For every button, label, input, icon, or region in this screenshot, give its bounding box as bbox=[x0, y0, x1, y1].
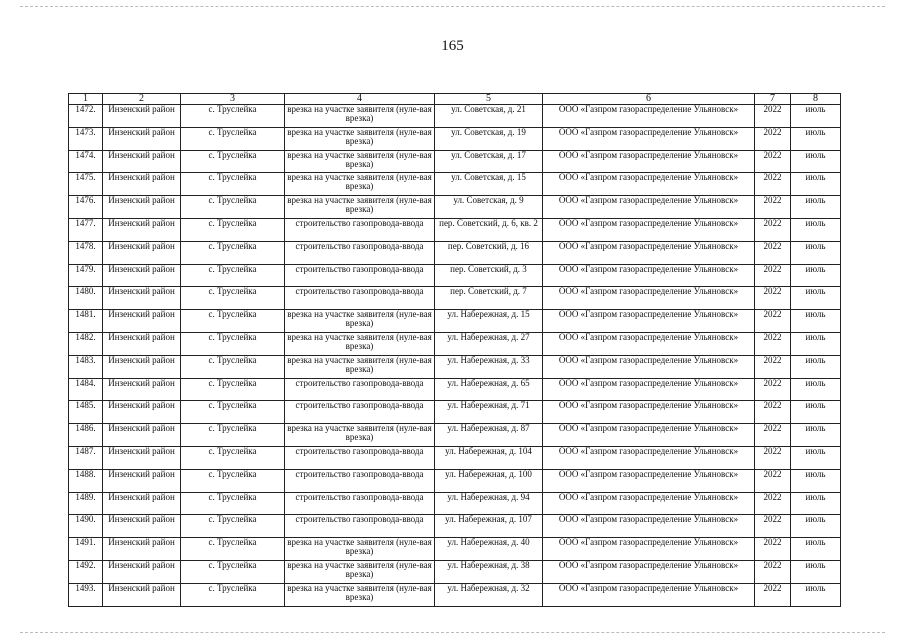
work-type-cell: строительство газопровода-ввода bbox=[285, 469, 435, 492]
work-type-cell: врезка на участке заявителя (нуле-вая врезка) bbox=[285, 424, 435, 447]
year-cell: 2022 bbox=[755, 515, 791, 538]
village-cell: с. Труслейка bbox=[181, 469, 285, 492]
table-row bbox=[69, 310, 841, 333]
village-cell: с. Труслейка bbox=[181, 560, 285, 583]
year-cell: 2022 bbox=[755, 127, 791, 150]
table-row bbox=[69, 401, 841, 424]
address-cell: ул. Советская, д. 15 bbox=[435, 173, 543, 196]
row-number-cell: 1481. bbox=[69, 310, 103, 333]
row-number-cell: 1489. bbox=[69, 492, 103, 515]
organization-cell: ООО «Газпром газораспределение Ульяновск» bbox=[543, 218, 755, 241]
village-cell: с. Труслейка bbox=[181, 332, 285, 355]
village-cell: с. Труслейка bbox=[181, 241, 285, 264]
organization-cell: ООО «Газпром газораспределение Ульяновск» bbox=[543, 515, 755, 538]
row-number-cell: 1490. bbox=[69, 515, 103, 538]
table-row bbox=[69, 583, 841, 606]
row-number-cell: 1483. bbox=[69, 355, 103, 378]
district-cell: Инзенский район bbox=[103, 264, 181, 287]
organization-cell: ООО «Газпром газораспределение Ульяновск» bbox=[543, 378, 755, 401]
month-cell: июль bbox=[791, 105, 841, 128]
organization-cell: ООО «Газпром газораспределение Ульяновск» bbox=[543, 173, 755, 196]
table-row bbox=[69, 492, 841, 515]
organization-cell: ООО «Газпром газораспределение Ульяновск» bbox=[543, 196, 755, 219]
work-type-cell: врезка на участке заявителя (нуле-вая врезка) bbox=[285, 196, 435, 219]
address-cell: ул. Набережная, д. 15 bbox=[435, 310, 543, 333]
col-header-6: 6 bbox=[543, 94, 755, 105]
year-cell: 2022 bbox=[755, 378, 791, 401]
table-row bbox=[69, 150, 841, 173]
organization-cell: ООО «Газпром газораспределение Ульяновск» bbox=[543, 560, 755, 583]
work-type-cell: строительство газопровода-ввода bbox=[285, 241, 435, 264]
year-cell: 2022 bbox=[755, 492, 791, 515]
col-header-7: 7 bbox=[755, 94, 791, 105]
month-cell: июль bbox=[791, 264, 841, 287]
row-number-cell: 1479. bbox=[69, 264, 103, 287]
table-row bbox=[69, 332, 841, 355]
address-cell: ул. Набережная, д. 104 bbox=[435, 446, 543, 469]
district-cell: Инзенский район bbox=[103, 560, 181, 583]
address-cell: ул. Набережная, д. 40 bbox=[435, 538, 543, 561]
col-header-8: 8 bbox=[791, 94, 841, 105]
district-cell: Инзенский район bbox=[103, 515, 181, 538]
row-number-cell: 1475. bbox=[69, 173, 103, 196]
year-cell: 2022 bbox=[755, 560, 791, 583]
gas-connection-table bbox=[68, 93, 841, 607]
table-row bbox=[69, 105, 841, 128]
address-cell: пер. Советский, д. 7 bbox=[435, 287, 543, 310]
row-number-cell: 1478. bbox=[69, 241, 103, 264]
organization-cell: ООО «Газпром газораспределение Ульяновск» bbox=[543, 355, 755, 378]
scan-edge-top bbox=[20, 6, 885, 8]
month-cell: июль bbox=[791, 127, 841, 150]
year-cell: 2022 bbox=[755, 241, 791, 264]
organization-cell: ООО «Газпром газораспределение Ульяновск» bbox=[543, 241, 755, 264]
table-row bbox=[69, 218, 841, 241]
year-cell: 2022 bbox=[755, 401, 791, 424]
row-number-cell: 1482. bbox=[69, 332, 103, 355]
address-cell: ул. Набережная, д. 38 bbox=[435, 560, 543, 583]
village-cell: с. Труслейка bbox=[181, 492, 285, 515]
address-cell: пер. Советский, д. 6, кв. 2 bbox=[435, 218, 543, 241]
month-cell: июль bbox=[791, 173, 841, 196]
district-cell: Инзенский район bbox=[103, 150, 181, 173]
district-cell: Инзенский район bbox=[103, 492, 181, 515]
year-cell: 2022 bbox=[755, 287, 791, 310]
month-cell: июль bbox=[791, 287, 841, 310]
district-cell: Инзенский район bbox=[103, 127, 181, 150]
col-header-4: 4 bbox=[285, 94, 435, 105]
month-cell: июль bbox=[791, 355, 841, 378]
organization-cell: ООО «Газпром газораспределение Ульяновск» bbox=[543, 105, 755, 128]
row-number-cell: 1473. bbox=[69, 127, 103, 150]
work-type-cell: врезка на участке заявителя (нуле-вая врезка) bbox=[285, 583, 435, 606]
organization-cell: ООО «Газпром газораспределение Ульяновск» bbox=[543, 127, 755, 150]
month-cell: июль bbox=[791, 196, 841, 219]
year-cell: 2022 bbox=[755, 264, 791, 287]
month-cell: июль bbox=[791, 150, 841, 173]
district-cell: Инзенский район bbox=[103, 310, 181, 333]
district-cell: Инзенский район bbox=[103, 378, 181, 401]
work-type-cell: врезка на участке заявителя (нуле-вая врезка) bbox=[285, 332, 435, 355]
organization-cell: ООО «Газпром газораспределение Ульяновск» bbox=[543, 264, 755, 287]
year-cell: 2022 bbox=[755, 355, 791, 378]
district-cell: Инзенский район bbox=[103, 241, 181, 264]
district-cell: Инзенский район bbox=[103, 355, 181, 378]
year-cell: 2022 bbox=[755, 446, 791, 469]
month-cell: июль bbox=[791, 424, 841, 447]
month-cell: июль bbox=[791, 218, 841, 241]
village-cell: с. Труслейка bbox=[181, 150, 285, 173]
village-cell: с. Труслейка bbox=[181, 287, 285, 310]
village-cell: с. Труслейка bbox=[181, 446, 285, 469]
table-row bbox=[69, 241, 841, 264]
organization-cell: ООО «Газпром газораспределение Ульяновск» bbox=[543, 401, 755, 424]
village-cell: с. Труслейка bbox=[181, 424, 285, 447]
work-type-cell: врезка на участке заявителя (нуле-вая врезка) bbox=[285, 355, 435, 378]
year-cell: 2022 bbox=[755, 105, 791, 128]
row-number-cell: 1486. bbox=[69, 424, 103, 447]
organization-cell: ООО «Газпром газораспределение Ульяновск» bbox=[543, 492, 755, 515]
month-cell: июль bbox=[791, 538, 841, 561]
village-cell: с. Труслейка bbox=[181, 538, 285, 561]
month-cell: июль bbox=[791, 378, 841, 401]
row-number-cell: 1492. bbox=[69, 560, 103, 583]
table-body bbox=[69, 105, 841, 607]
month-cell: июль bbox=[791, 332, 841, 355]
month-cell: июль bbox=[791, 583, 841, 606]
organization-cell: ООО «Газпром газораспределение Ульяновск» bbox=[543, 150, 755, 173]
address-cell: ул. Набережная, д. 65 bbox=[435, 378, 543, 401]
village-cell: с. Труслейка bbox=[181, 355, 285, 378]
village-cell: с. Труслейка bbox=[181, 105, 285, 128]
month-cell: июль bbox=[791, 469, 841, 492]
work-type-cell: строительство газопровода-ввода bbox=[285, 492, 435, 515]
work-type-cell: врезка на участке заявителя (нуле-вая врезка) bbox=[285, 538, 435, 561]
village-cell: с. Труслейка bbox=[181, 127, 285, 150]
organization-cell: ООО «Газпром газораспределение Ульяновск» bbox=[543, 287, 755, 310]
work-type-cell: строительство газопровода-ввода bbox=[285, 378, 435, 401]
scan-edge-bottom bbox=[20, 632, 885, 634]
table-row bbox=[69, 560, 841, 583]
row-number-cell: 1476. bbox=[69, 196, 103, 219]
address-cell: ул. Набережная, д. 100 bbox=[435, 469, 543, 492]
district-cell: Инзенский район bbox=[103, 287, 181, 310]
year-cell: 2022 bbox=[755, 196, 791, 219]
address-cell: ул. Набережная, д. 94 bbox=[435, 492, 543, 515]
district-cell: Инзенский район bbox=[103, 446, 181, 469]
table-row bbox=[69, 515, 841, 538]
col-header-5: 5 bbox=[435, 94, 543, 105]
address-cell: ул. Набережная, д. 71 bbox=[435, 401, 543, 424]
village-cell: с. Труслейка bbox=[181, 583, 285, 606]
work-type-cell: строительство газопровода-ввода bbox=[285, 401, 435, 424]
table-row bbox=[69, 196, 841, 219]
village-cell: с. Труслейка bbox=[181, 515, 285, 538]
organization-cell: ООО «Газпром газораспределение Ульяновск» bbox=[543, 310, 755, 333]
row-number-cell: 1474. bbox=[69, 150, 103, 173]
table-row bbox=[69, 287, 841, 310]
district-cell: Инзенский район bbox=[103, 196, 181, 219]
month-cell: июль bbox=[791, 492, 841, 515]
district-cell: Инзенский район bbox=[103, 424, 181, 447]
month-cell: июль bbox=[791, 560, 841, 583]
table-row bbox=[69, 469, 841, 492]
year-cell: 2022 bbox=[755, 332, 791, 355]
address-cell: пер. Советский, д. 16 bbox=[435, 241, 543, 264]
village-cell: с. Труслейка bbox=[181, 378, 285, 401]
district-cell: Инзенский район bbox=[103, 218, 181, 241]
work-type-cell: врезка на участке заявителя (нуле-вая врезка) bbox=[285, 173, 435, 196]
address-cell: ул. Набережная, д. 32 bbox=[435, 583, 543, 606]
year-cell: 2022 bbox=[755, 583, 791, 606]
table-row bbox=[69, 264, 841, 287]
work-type-cell: строительство газопровода-ввода bbox=[285, 264, 435, 287]
table-row bbox=[69, 355, 841, 378]
col-header-1: 1 bbox=[69, 94, 103, 105]
district-cell: Инзенский район bbox=[103, 401, 181, 424]
year-cell: 2022 bbox=[755, 173, 791, 196]
organization-cell: ООО «Газпром газораспределение Ульяновск» bbox=[543, 424, 755, 447]
row-number-cell: 1487. bbox=[69, 446, 103, 469]
organization-cell: ООО «Газпром газораспределение Ульяновск» bbox=[543, 446, 755, 469]
village-cell: с. Труслейка bbox=[181, 173, 285, 196]
row-number-cell: 1491. bbox=[69, 538, 103, 561]
district-cell: Инзенский район bbox=[103, 583, 181, 606]
village-cell: с. Труслейка bbox=[181, 264, 285, 287]
page-number: 165 bbox=[441, 38, 464, 54]
village-cell: с. Труслейка bbox=[181, 196, 285, 219]
address-cell: ул. Советская, д. 17 bbox=[435, 150, 543, 173]
table-row bbox=[69, 173, 841, 196]
work-type-cell: врезка на участке заявителя (нуле-вая врезка) bbox=[285, 560, 435, 583]
table-row bbox=[69, 538, 841, 561]
work-type-cell: строительство газопровода-ввода bbox=[285, 287, 435, 310]
address-cell: ул. Набережная, д. 27 bbox=[435, 332, 543, 355]
year-cell: 2022 bbox=[755, 150, 791, 173]
district-cell: Инзенский район bbox=[103, 173, 181, 196]
village-cell: с. Труслейка bbox=[181, 218, 285, 241]
work-type-cell: строительство газопровода-ввода bbox=[285, 446, 435, 469]
header-row bbox=[69, 94, 841, 105]
month-cell: июль bbox=[791, 241, 841, 264]
row-number-cell: 1488. bbox=[69, 469, 103, 492]
address-cell: ул. Советская, д. 21 bbox=[435, 105, 543, 128]
table-row bbox=[69, 127, 841, 150]
table-row bbox=[69, 424, 841, 447]
organization-cell: ООО «Газпром газораспределение Ульяновск» bbox=[543, 583, 755, 606]
work-type-cell: строительство газопровода-ввода bbox=[285, 218, 435, 241]
row-number-cell: 1484. bbox=[69, 378, 103, 401]
organization-cell: ООО «Газпром газораспределение Ульяновск» bbox=[543, 332, 755, 355]
table-row bbox=[69, 446, 841, 469]
year-cell: 2022 bbox=[755, 310, 791, 333]
month-cell: июль bbox=[791, 515, 841, 538]
year-cell: 2022 bbox=[755, 424, 791, 447]
row-number-cell: 1493. bbox=[69, 583, 103, 606]
district-cell: Инзенский район bbox=[103, 538, 181, 561]
col-header-3: 3 bbox=[181, 94, 285, 105]
row-number-cell: 1472. bbox=[69, 105, 103, 128]
district-cell: Инзенский район bbox=[103, 469, 181, 492]
village-cell: с. Труслейка bbox=[181, 401, 285, 424]
row-number-cell: 1477. bbox=[69, 218, 103, 241]
row-number-cell: 1480. bbox=[69, 287, 103, 310]
address-cell: ул. Набережная, д. 33 bbox=[435, 355, 543, 378]
organization-cell: ООО «Газпром газораспределение Ульяновск» bbox=[543, 469, 755, 492]
work-type-cell: врезка на участке заявителя (нуле-вая врезка) bbox=[285, 150, 435, 173]
row-number-cell: 1485. bbox=[69, 401, 103, 424]
organization-cell: ООО «Газпром газораспределение Ульяновск» bbox=[543, 538, 755, 561]
month-cell: июль bbox=[791, 446, 841, 469]
year-cell: 2022 bbox=[755, 538, 791, 561]
address-cell: ул. Набережная, д. 87 bbox=[435, 424, 543, 447]
month-cell: июль bbox=[791, 310, 841, 333]
village-cell: с. Труслейка bbox=[181, 310, 285, 333]
address-cell: ул. Советская, д. 19 bbox=[435, 127, 543, 150]
year-cell: 2022 bbox=[755, 469, 791, 492]
year-cell: 2022 bbox=[755, 218, 791, 241]
address-cell: ул. Набережная, д. 107 bbox=[435, 515, 543, 538]
work-type-cell: строительство газопровода-ввода bbox=[285, 515, 435, 538]
district-cell: Инзенский район bbox=[103, 332, 181, 355]
address-cell: пер. Советский, д. 3 bbox=[435, 264, 543, 287]
col-header-2: 2 bbox=[103, 94, 181, 105]
work-type-cell: врезка на участке заявителя (нуле-вая врезка) bbox=[285, 127, 435, 150]
month-cell: июль bbox=[791, 401, 841, 424]
district-cell: Инзенский район bbox=[103, 105, 181, 128]
address-cell: ул. Советская, д. 9 bbox=[435, 196, 543, 219]
work-type-cell: врезка на участке заявителя (нуле-вая врезка) bbox=[285, 310, 435, 333]
work-type-cell: врезка на участке заявителя (нуле-вая врезка) bbox=[285, 105, 435, 128]
table-row bbox=[69, 378, 841, 401]
